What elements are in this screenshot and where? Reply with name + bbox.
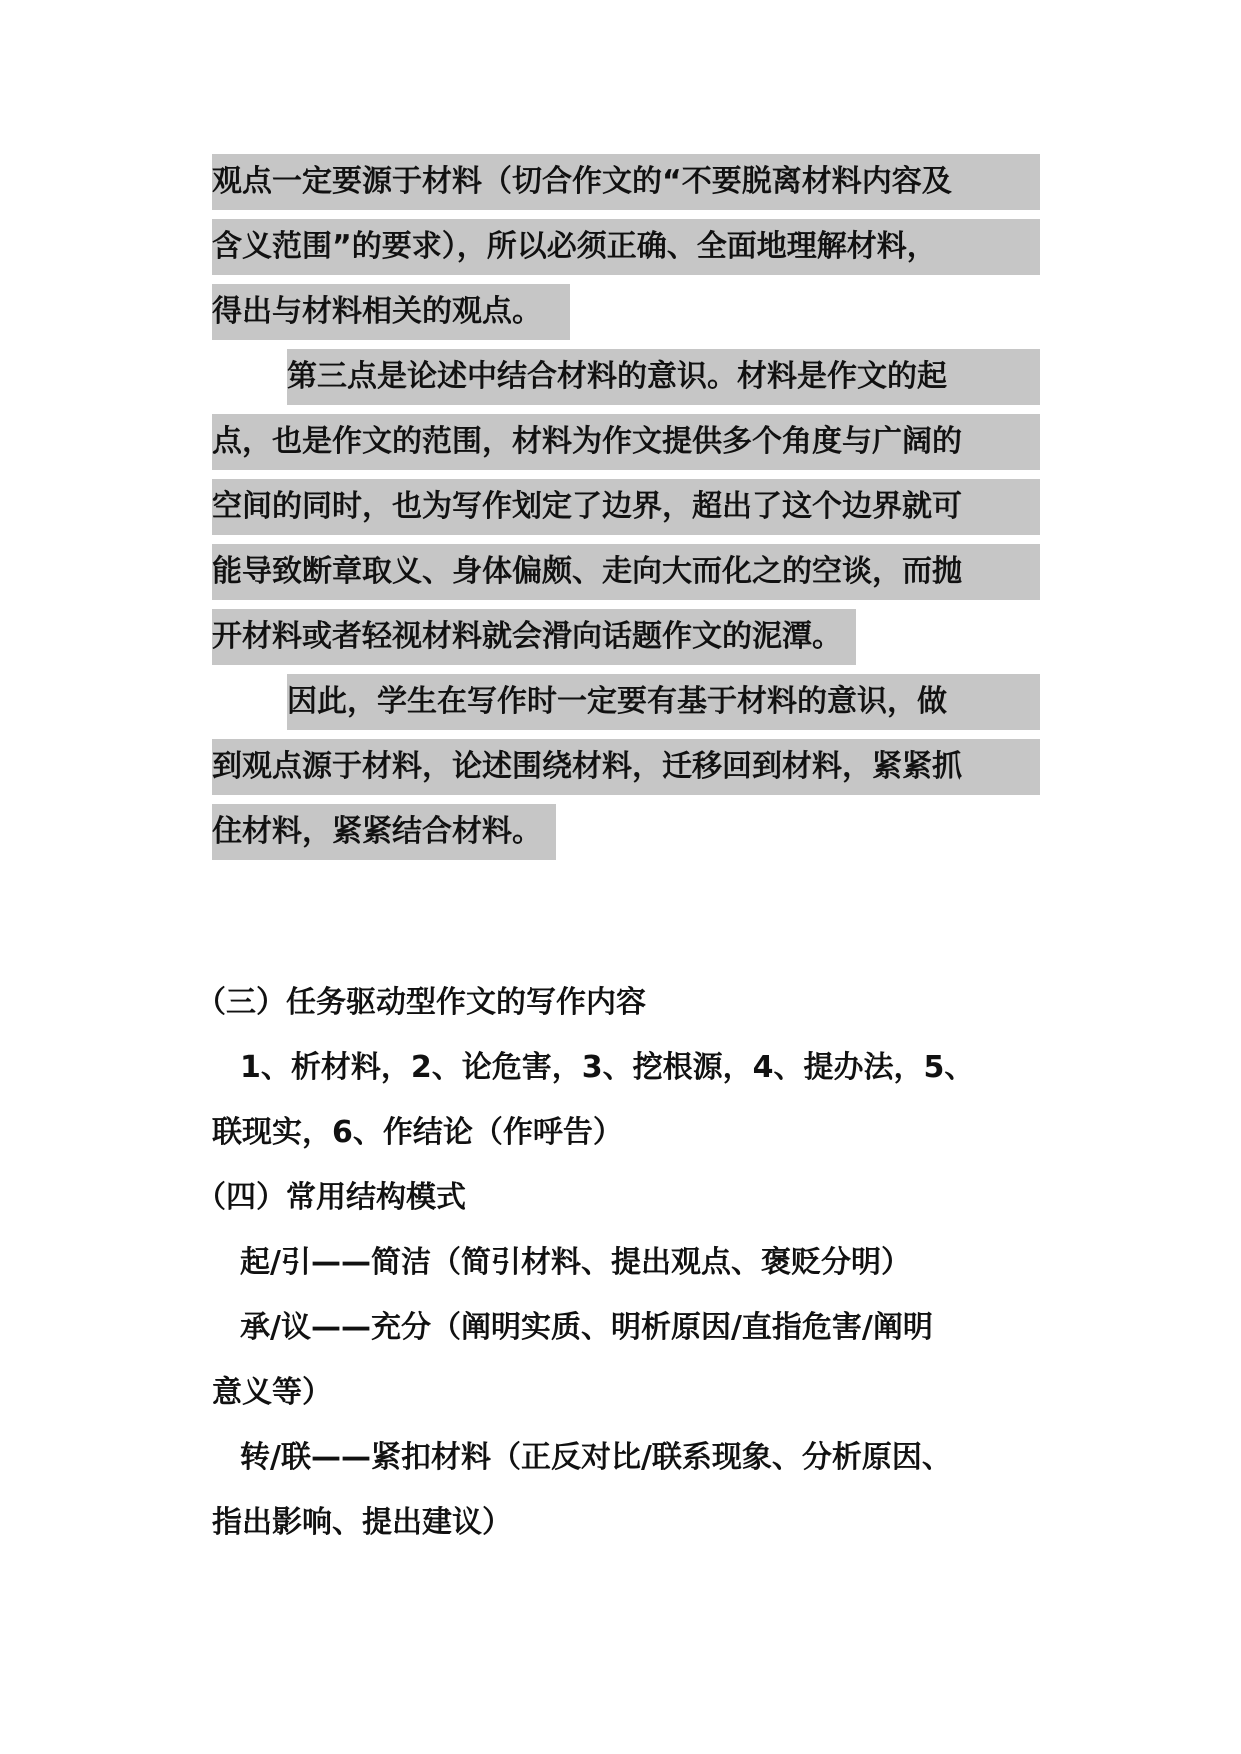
section4-line-2: 承/议——充分（阐明实质、明析原因/直指危害/阐明 [240,1310,933,1345]
highlighted-line-1: 观点一定要源于材料（切合作文的“不要脱离材料内容及 [212,154,1040,210]
section3-line-2: 联现实，6、作结论（作呼告） [212,1115,623,1150]
section4-heading: （四）常用结构模式 [196,1180,466,1215]
section4-line-5: 指出影响、提出建议） [212,1505,512,1540]
highlighted-line-9: 因此，学生在写作时一定要有基于材料的意识，做 [287,674,1040,730]
highlighted-line-10: 到观点源于材料，论述围绕材料，迁移回到材料，紧紧抓 [212,739,1040,795]
section4-line-3: 意义等） [212,1375,332,1410]
highlighted-line-2: 含义范围”的要求），所以必须正确、全面地理解材料， [212,219,1040,275]
section3-line-1: 1、析材料，2、论危害，3、挖根源，4、提办法，5、 [240,1050,975,1085]
highlighted-line-9-wrap [212,674,1040,730]
highlighted-line-4-wrap [212,349,1040,405]
highlighted-line-8: 开材料或者轻视材料就会滑向话题作文的泥潭。 [212,609,856,665]
highlighted-line-3: 得出与材料相关的观点。 [212,284,570,340]
highlighted-line-7: 能导致断章取义、身体偏颇、走向大而化之的空谈，而抛 [212,544,1040,600]
section4-line-4: 转/联——紧扣材料（正反对比/联系现象、分析原因、 [240,1440,952,1475]
highlighted-line-6: 空间的同时，也为写作划定了边界，超出了这个边界就可 [212,479,1040,535]
section4-line-1: 起/引——简洁（简引材料、提出观点、褒贬分明） [240,1245,911,1280]
highlighted-line-11: 住材料，紧紧结合材料。 [212,804,556,860]
highlighted-line-5: 点，也是作文的范围，材料为作文提供多个角度与广阔的 [212,414,1040,470]
section3-heading: （三）任务驱动型作文的写作内容 [196,985,646,1020]
highlighted-line-4: 第三点是论述中结合材料的意识。材料是作文的起 [287,349,1040,405]
